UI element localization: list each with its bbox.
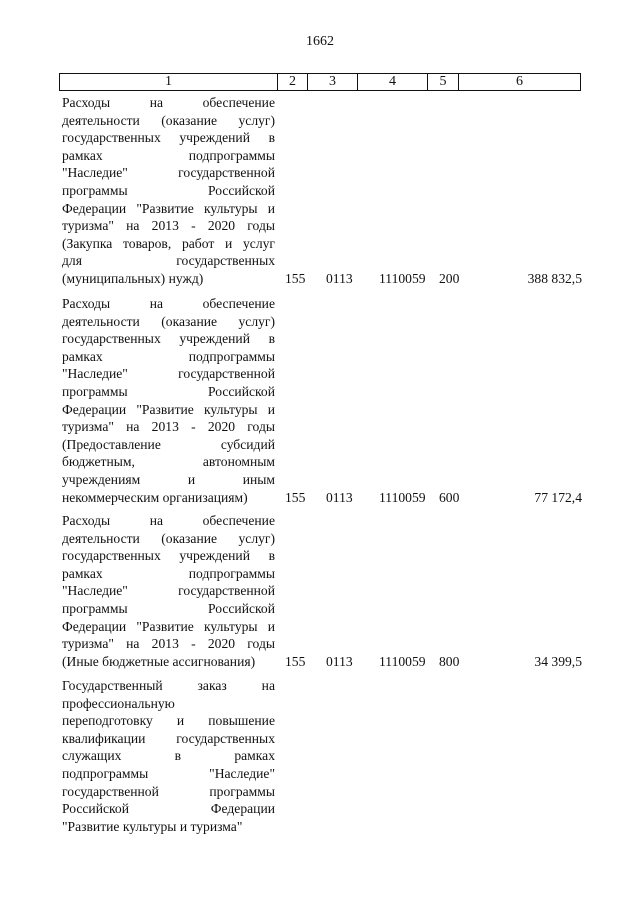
row-description xyxy=(62,295,275,506)
amount-cell: 77 172,4 xyxy=(534,489,582,505)
row-description xyxy=(62,677,275,835)
description-line: "Развитие культуры и туризма" xyxy=(62,818,243,834)
column-header-4: 4 xyxy=(358,74,428,91)
amount-cell: 388 832,5 xyxy=(527,271,582,286)
ministry-code-cell: 155 xyxy=(285,653,306,669)
column-header-1: 1 xyxy=(60,74,278,91)
column-header-6: 6 xyxy=(459,74,581,91)
description-line: государственных учреждений в xyxy=(62,130,275,146)
description-line: некоммерческим организациям) xyxy=(62,489,248,505)
description-line: (Закупка товаров, работ и услуг xyxy=(62,235,275,251)
description-line: деятельности (оказание услуг) xyxy=(62,112,275,128)
description-line: Российской Федерации xyxy=(62,801,275,817)
description-line: бюджетным, автономным xyxy=(62,454,275,470)
description-line: учреждениям и иным xyxy=(62,471,275,487)
description-line: Расходы на обеспечение xyxy=(62,95,275,110)
ministry-code-cell: 155 xyxy=(285,271,306,286)
target-article-cell: 1110059 xyxy=(379,653,426,669)
description-line: рамках подпрограммы xyxy=(62,147,275,163)
description-line: квалификации государственных xyxy=(62,730,275,746)
target-article-cell: 1110059 xyxy=(379,271,426,286)
ministry-code-cell: 155 xyxy=(285,489,306,505)
description-line: туризма" на 2013 - 2020 годы xyxy=(62,218,275,234)
description-line: рамках подпрограммы xyxy=(62,565,275,581)
description-line: переподготовку и повышение xyxy=(62,713,275,729)
description-line: рамках подпрограммы xyxy=(62,348,275,364)
row-description xyxy=(62,512,275,670)
description-line: Федерации "Развитие культуры и xyxy=(62,618,275,634)
description-line: Государственный заказ на xyxy=(62,678,275,693)
column-header-3: 3 xyxy=(308,74,358,91)
description-line: государственных учреждений в xyxy=(62,548,275,564)
expense-type-cell: 200 xyxy=(439,271,460,286)
description-line: программы Российской xyxy=(62,383,275,399)
description-line: "Наследие" государственной xyxy=(62,165,275,181)
description-line: профессиональную xyxy=(62,695,175,711)
description-line: государственной программы xyxy=(62,783,275,799)
description-line: "Наследие" государственной xyxy=(62,583,275,599)
description-line: (Предоставление субсидий xyxy=(62,436,275,452)
description-line: Расходы на обеспечение xyxy=(62,513,275,528)
section-code-cell: 0113 xyxy=(326,653,353,669)
description-line: служащих в рамках xyxy=(62,748,275,764)
description-line: подпрограммы "Наследие" xyxy=(62,765,275,781)
description-line: Расходы на обеспечение xyxy=(62,296,275,311)
description-line: Федерации "Развитие культуры и xyxy=(62,401,275,417)
column-header-table xyxy=(59,73,581,91)
description-line: туризма" на 2013 - 2020 годы xyxy=(62,636,275,652)
description-line: программы Российской xyxy=(62,182,275,198)
column-header-row xyxy=(60,74,581,91)
description-line: Федерации "Развитие культуры и xyxy=(62,200,275,216)
column-header-2: 2 xyxy=(278,74,308,91)
expense-type-cell: 800 xyxy=(439,653,460,669)
amount-cell: 34 399,5 xyxy=(534,653,582,669)
description-line: государственных учреждений в xyxy=(62,331,275,347)
section-code-cell: 0113 xyxy=(326,271,353,286)
description-line: туризма" на 2013 - 2020 годы xyxy=(62,419,275,435)
description-line: (Иные бюджетные ассигнования) xyxy=(62,653,256,669)
description-line: "Наследие" государственной xyxy=(62,366,275,382)
description-line: программы Российской xyxy=(62,600,275,616)
description-line: деятельности (оказание услуг) xyxy=(62,530,275,546)
description-line: деятельности (оказание услуг) xyxy=(62,313,275,329)
column-header-5: 5 xyxy=(428,74,459,91)
expense-type-cell: 600 xyxy=(439,489,460,505)
page-number: 1662 xyxy=(306,34,334,49)
section-code-cell: 0113 xyxy=(326,489,353,505)
row-description xyxy=(62,94,275,288)
target-article-cell: 1110059 xyxy=(379,489,426,505)
description-line: (муниципальных) нужд) xyxy=(62,270,204,286)
description-line: для государственных xyxy=(62,253,275,269)
